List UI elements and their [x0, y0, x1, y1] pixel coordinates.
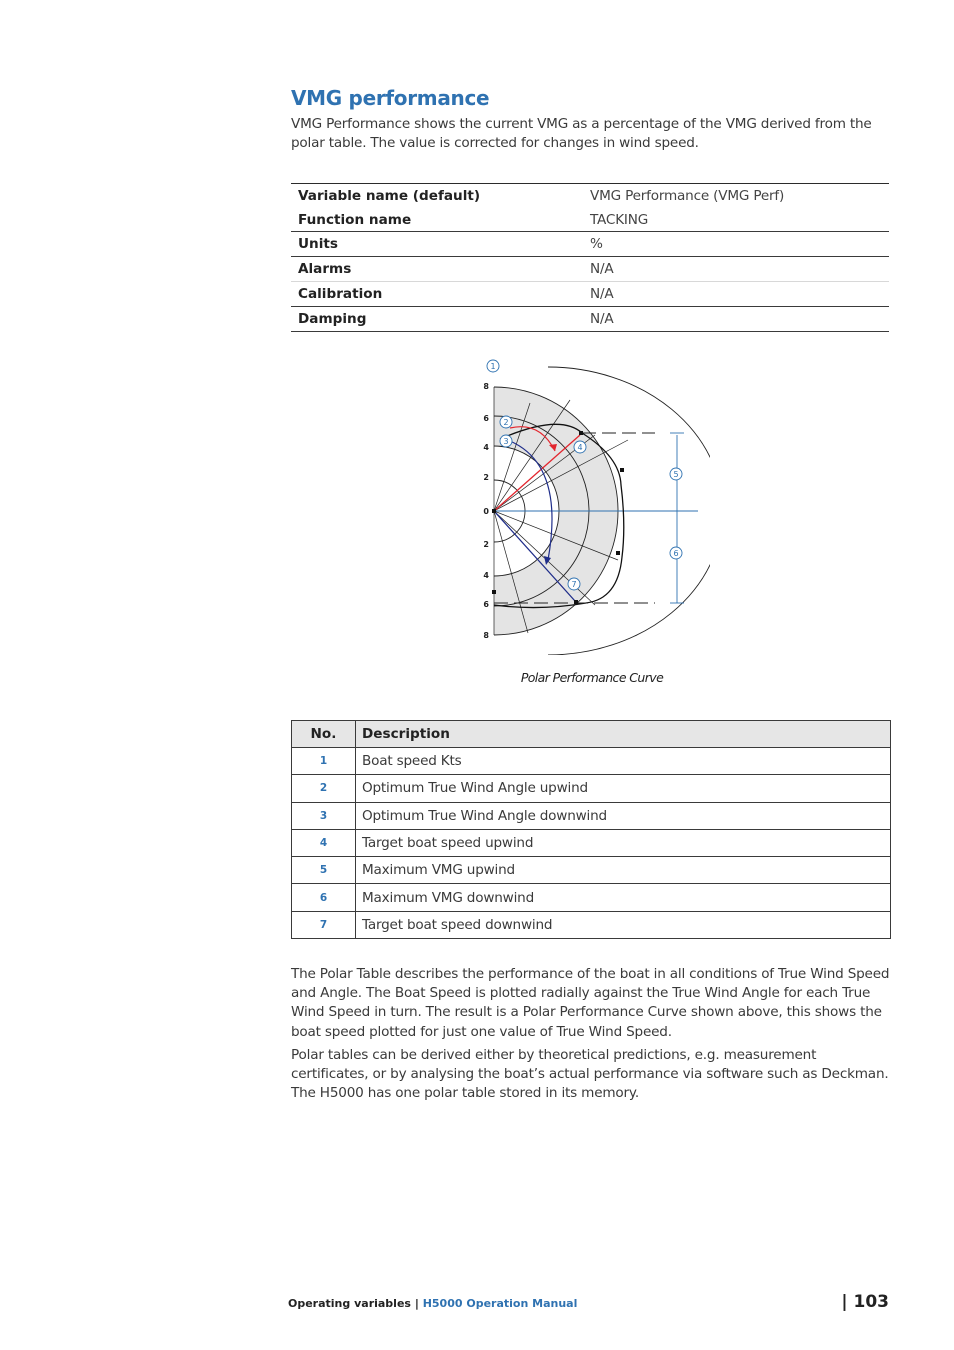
properties-table [291, 183, 889, 332]
callout-1: 1 [490, 362, 496, 371]
axis-tick: 8 [483, 382, 489, 391]
row-number: 1 [292, 748, 356, 775]
axis-ticks [483, 382, 489, 640]
property-name: Units [298, 236, 338, 252]
callout-7: 7 [571, 580, 577, 589]
property-name: Damping [298, 311, 367, 327]
table-row [292, 748, 891, 775]
axis-tick: 4 [483, 571, 489, 580]
row-description: Target boat speed downwind [356, 911, 891, 938]
property-name: Function name [298, 211, 412, 228]
row-number: 4 [292, 829, 356, 856]
header-description: Description [356, 721, 891, 748]
table-row [292, 911, 891, 938]
property-value: TACKING [590, 211, 649, 228]
axis-tick: 6 [483, 600, 489, 609]
row-number: 5 [292, 857, 356, 884]
row-number: 3 [292, 802, 356, 829]
property-value: N/A [590, 311, 614, 327]
table-row [292, 802, 891, 829]
callout-2: 2 [503, 418, 509, 427]
row-description: Maximum VMG downwind [356, 884, 891, 911]
row-number: 7 [292, 911, 356, 938]
page-title: VMG performance [291, 86, 490, 110]
property-value: % [590, 236, 603, 252]
page-number: | 103 [841, 1292, 889, 1312]
table-row [292, 829, 891, 856]
row-description: Boat speed Kts [356, 748, 891, 775]
row-number: 6 [292, 884, 356, 911]
footer-section: Operating variables [288, 1297, 411, 1310]
footer-manual-title: H5000 Operation Manual [422, 1297, 578, 1310]
row-number: 2 [292, 775, 356, 802]
property-row [291, 232, 889, 257]
footer-breadcrumb [288, 1297, 577, 1310]
property-row [291, 257, 889, 282]
axis-tick: 8 [483, 631, 489, 640]
vmg-dimension [670, 433, 684, 603]
property-value: N/A [590, 286, 614, 302]
body-paragraph-1: The Polar Table describes the performance of the boat in all conditions of True Wind Speed and Angle. The Boat Speed is plotted radially against the True Wind Angle for each True Wind Speed in turn. The result is a Polar Performance Curve shown above, this shows the boat speed plotted for just one value of True Wind Speed. [291, 966, 890, 1040]
table-row [292, 884, 891, 911]
header-no: No. [292, 721, 356, 748]
table-row [292, 857, 891, 884]
callout-4: 4 [577, 443, 583, 452]
row-description: Optimum True Wind Angle upwind [356, 775, 891, 802]
callout-3: 3 [503, 437, 509, 446]
table-row [292, 775, 891, 802]
axis-tick: 0 [483, 507, 489, 516]
legend-table [291, 720, 891, 939]
row-description: Target boat speed upwind [356, 829, 891, 856]
property-value: N/A [590, 261, 614, 277]
callout-6: 6 [673, 549, 679, 558]
legend-header-row [292, 721, 891, 748]
footer-separator: | [414, 1297, 419, 1310]
property-row [291, 208, 889, 232]
row-description: Optimum True Wind Angle downwind [356, 802, 891, 829]
axis-tick: 2 [483, 473, 489, 482]
property-row [291, 184, 889, 208]
property-row [291, 307, 889, 332]
axis-tick: 2 [483, 540, 489, 549]
callout-5: 5 [673, 470, 679, 479]
property-row [291, 282, 889, 307]
body-paragraph-2: Polar tables can be derived either by theoretical predictions, e.g. measurement certificates, or by analysing the boat’s actual performance via software such as Deckman. The H5000 has one polar table stored in its memory. [291, 1047, 889, 1102]
polar-diagram [470, 355, 710, 655]
property-name: Calibration [298, 286, 383, 302]
axis-tick: 4 [483, 443, 489, 452]
intro-paragraph: VMG Performance shows the current VMG as a percentage of the VMG derived from the polar table. The value is corrected for changes in wind speed. [291, 116, 872, 151]
axis-tick: 6 [483, 414, 489, 423]
figure-caption: Polar Performance Curve [520, 670, 664, 685]
row-description: Maximum VMG upwind [356, 857, 891, 884]
property-name: Alarms [298, 261, 352, 277]
property-name: Variable name (default) [298, 188, 481, 204]
property-value: VMG Performance (VMG Perf) [590, 188, 785, 204]
